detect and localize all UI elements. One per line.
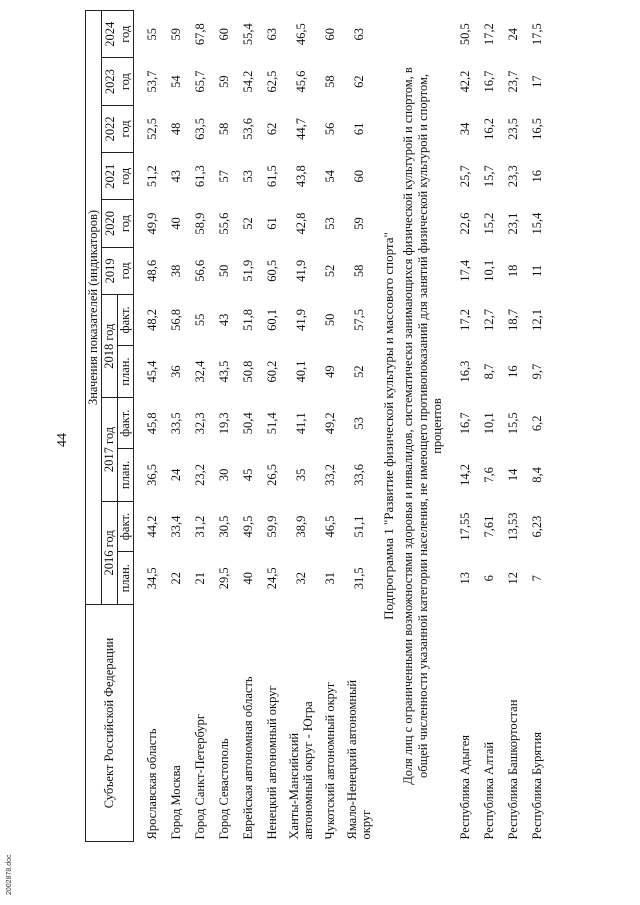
cell: 14 [506,468,520,482]
region-name: Еврейская автономная область [240,676,255,840]
table-row [342,11,376,842]
cell: 57,5 [351,308,366,331]
cell: 13 [458,572,472,585]
cell: 60,1 [264,308,279,331]
cell: 8,7 [482,363,496,380]
cell: 33,6 [351,463,366,486]
cell: 61,3 [192,165,207,188]
region-name: Республика Башкортостан [506,699,520,840]
year-2018-header: 2018 год [102,295,118,398]
cell: 35 [293,468,308,482]
cell: 24,5 [264,567,279,590]
cell: 16 [506,365,520,378]
cell: 12,1 [530,308,544,331]
region-name: Город Москва [168,765,183,840]
cell: 50,4 [240,412,255,435]
cell: 52 [351,365,366,378]
cell: 42,2 [458,70,472,93]
cell: 43,5 [216,360,231,383]
cell: 58,9 [192,212,207,235]
cell: 16,7 [458,412,472,435]
year-2017-header: 2017 год [102,398,118,501]
fact-header: факт. [118,501,134,552]
cell: 62 [351,75,366,88]
cell: 33,5 [168,412,183,435]
cell: 59 [168,27,183,41]
cell: 23,2 [192,463,207,486]
region-name: Республика Адыгея [458,734,472,840]
cell: 17 [530,75,544,88]
indicator-description: Доля лиц с ограниченными возможностями здоровья и инвалидов, систематически занимающихся физической культурой и спортом, в общей численности указанной категории населения, не имеющего противопоказаний для занятий физической культурой и спортом, процентов [400,67,445,785]
cell: 18 [506,264,520,278]
table-row [501,11,525,842]
cell: 50,5 [458,23,472,46]
cell: 60 [351,169,366,183]
cell: 12,7 [482,308,496,331]
cell: 25,7 [458,165,472,188]
cell: 67,8 [192,23,207,46]
region-name: Ямало-Ненецкий автономный округ [344,679,373,840]
cell: 49,2 [322,412,337,435]
cell: 32,3 [192,412,207,435]
subject-header: Субъект Российской Федерации [86,605,134,842]
region-name: Ярославская область [144,728,159,840]
cell: 43 [216,313,231,327]
cell: 57 [216,169,231,183]
cell: 58 [216,122,231,136]
cell: 41,9 [293,259,308,282]
cell: 7,6 [482,467,496,483]
cell: 23,3 [506,165,520,188]
cell: 24 [506,27,520,41]
cell: 52,5 [144,117,159,140]
cell: 45,6 [293,70,308,93]
cell: 21 [192,572,207,585]
cell: 33,4 [168,515,183,538]
cell: 17,2 [458,308,472,331]
cell: 45 [240,468,255,482]
cell: 55 [144,27,159,41]
rotated-content [55,10,615,870]
cell: 41,1 [293,412,308,435]
cell: 52 [240,217,255,230]
region-name: Ненецкий автономный округ [264,685,279,840]
cell: 8,4 [530,467,544,483]
cell: 46,5 [293,23,308,46]
cell: 24 [168,468,183,482]
region-name: Город Севастополь [216,738,231,840]
cell: 30 [216,468,231,482]
cell: 52 [322,264,337,278]
cell: 6 [482,575,496,582]
cell: 40 [168,217,183,230]
cell: 34,5 [144,567,159,590]
cell: 56,8 [168,308,183,331]
cell: 51,4 [264,412,279,435]
cell: 51,1 [351,515,366,538]
cell: 18,7 [506,308,520,331]
region-name: Республика Бурятия [530,731,544,840]
cell: 44,7 [293,117,308,140]
cell: 23,5 [506,117,520,140]
table-row [284,11,318,842]
cell: 58 [322,75,337,88]
year-2016-header: 2016 год [102,501,118,604]
cell: 49 [322,365,337,378]
cell: 16,2 [482,117,496,140]
cell: 50,8 [240,360,255,383]
cell: 7,61 [482,515,496,538]
cell: 22,6 [458,212,472,235]
cell: 53 [322,217,337,230]
cell: 65,7 [192,70,207,93]
cell: 60,2 [264,360,279,383]
document-code [6,842,26,902]
cell: 38,9 [293,515,308,538]
cell: 41,9 [293,308,308,331]
values-header: Значения показателей (индикаторов) [86,11,102,605]
cell: 53,6 [240,117,255,140]
cell: 26,5 [264,463,279,486]
plan-header: план. [118,345,134,398]
year-2020-header: 2020 год [102,200,134,247]
region-name: Республика Алтай [482,741,496,840]
cell: 7 [530,575,544,582]
cell: 30,5 [216,515,231,538]
cell: 22 [168,572,183,585]
cell: 12 [506,572,520,585]
table-row [212,11,236,842]
cell: 10,1 [482,259,496,282]
cell: 50 [216,264,231,278]
cell: 17,4 [458,259,472,282]
cell: 36,5 [144,463,159,486]
subprogram-row [376,11,401,842]
cell: 9,7 [530,363,544,380]
cell: 16,3 [458,360,472,383]
fact-header: факт. [118,295,134,346]
cell: 40,1 [293,360,308,383]
cell: 55,4 [240,23,255,46]
region-name: Чукотский автономный округ [322,681,337,840]
cell: 56 [322,122,337,136]
cell: 63 [264,27,279,41]
cell: 62 [264,122,279,136]
cell: 58 [351,264,366,278]
cell: 32 [293,572,308,585]
cell: 34 [458,122,472,136]
cell: 16,7 [482,70,496,93]
cell: 13,53 [506,512,520,541]
cell: 46,5 [322,515,337,538]
indicator-table [85,10,549,842]
cell: 56,6 [192,259,207,282]
cell: 31 [322,572,337,585]
cell: 43,8 [293,165,308,188]
table-row [188,11,212,842]
cell: 60 [322,27,337,41]
cell: 23,7 [506,70,520,93]
table-row [318,11,342,842]
table-row [236,11,260,842]
cell: 48,2 [144,308,159,331]
cell: 38 [168,264,183,278]
cell: 48,6 [144,259,159,282]
cell: 51,9 [240,259,255,282]
cell: 61,5 [264,165,279,188]
fact-header: факт. [118,398,134,449]
table-row [453,11,477,842]
subprogram-title: Подпрограмма 1 "Развитие физической культуры и массового спорта" [381,232,396,620]
table-row [260,11,284,842]
cell: 42,8 [293,212,308,235]
cell: 17,2 [482,23,496,46]
document-code-text: 2002878.doc [6,854,13,895]
cell: 6,23 [530,515,544,538]
table-row [525,11,549,842]
cell: 55 [192,313,207,327]
cell: 60,5 [264,259,279,282]
year-2021-header: 2021 год [102,153,134,200]
cell: 19,3 [216,412,231,435]
table-row [140,11,164,842]
cell: 40 [240,572,255,585]
plan-header: план. [118,449,134,502]
year-2022-header: 2022 год [102,105,134,152]
cell: 61 [351,122,366,136]
cell: 48 [168,122,183,136]
region-name: Ханты-Мансийский автономный округ - Югра [286,701,315,840]
page-number: 44 [55,433,70,447]
cell: 51,8 [240,308,255,331]
cell: 11 [530,264,544,277]
year-2019-header: 2019 год [102,247,134,294]
cell: 29,5 [216,567,231,590]
cell: 54 [168,75,183,88]
cell: 10,1 [482,412,496,435]
year-2024-header: 2024 год [102,11,134,58]
cell: 15,7 [482,165,496,188]
table-row [477,11,501,842]
cell: 49,5 [240,515,255,538]
cell: 49,9 [144,212,159,235]
cell: 61 [264,217,279,230]
cell: 43 [168,169,183,183]
cell: 15,5 [506,412,520,435]
cell: 6,2 [530,415,544,432]
year-2023-header: 2023 год [102,58,134,105]
cell: 50 [322,313,337,327]
cell: 17,5 [530,23,544,46]
cell: 33,2 [322,463,337,486]
cell: 60 [216,27,231,41]
cell: 31,2 [192,515,207,538]
cell: 15,4 [530,212,544,235]
table-row [164,11,188,842]
cell: 54 [322,169,337,183]
cell: 31,5 [351,567,366,590]
cell: 45,4 [144,360,159,383]
indicator-row [401,11,453,842]
cell: 32,4 [192,360,207,383]
cell: 16,5 [530,117,544,140]
cell: 16 [530,169,544,183]
cell: 17,55 [458,512,472,541]
cell: 14,2 [458,463,472,486]
cell: 59 [351,217,366,230]
cell: 44,2 [144,515,159,538]
cell: 36 [168,365,183,378]
cell: 63 [351,27,366,41]
cell: 55,6 [216,212,231,235]
cell: 63,5 [192,117,207,140]
cell: 53 [240,169,255,183]
cell: 15,2 [482,212,496,235]
plan-header: план. [118,552,134,605]
cell: 53,7 [144,70,159,93]
cell: 23,1 [506,212,520,235]
cell: 59,9 [264,515,279,538]
cell: 54,2 [240,70,255,93]
cell: 53 [351,417,366,430]
cell: 59 [216,75,231,88]
cell: 51,2 [144,165,159,188]
region-name: Город Санкт-Петербург [192,714,207,840]
cell: 45,8 [144,412,159,435]
cell: 62,5 [264,70,279,93]
